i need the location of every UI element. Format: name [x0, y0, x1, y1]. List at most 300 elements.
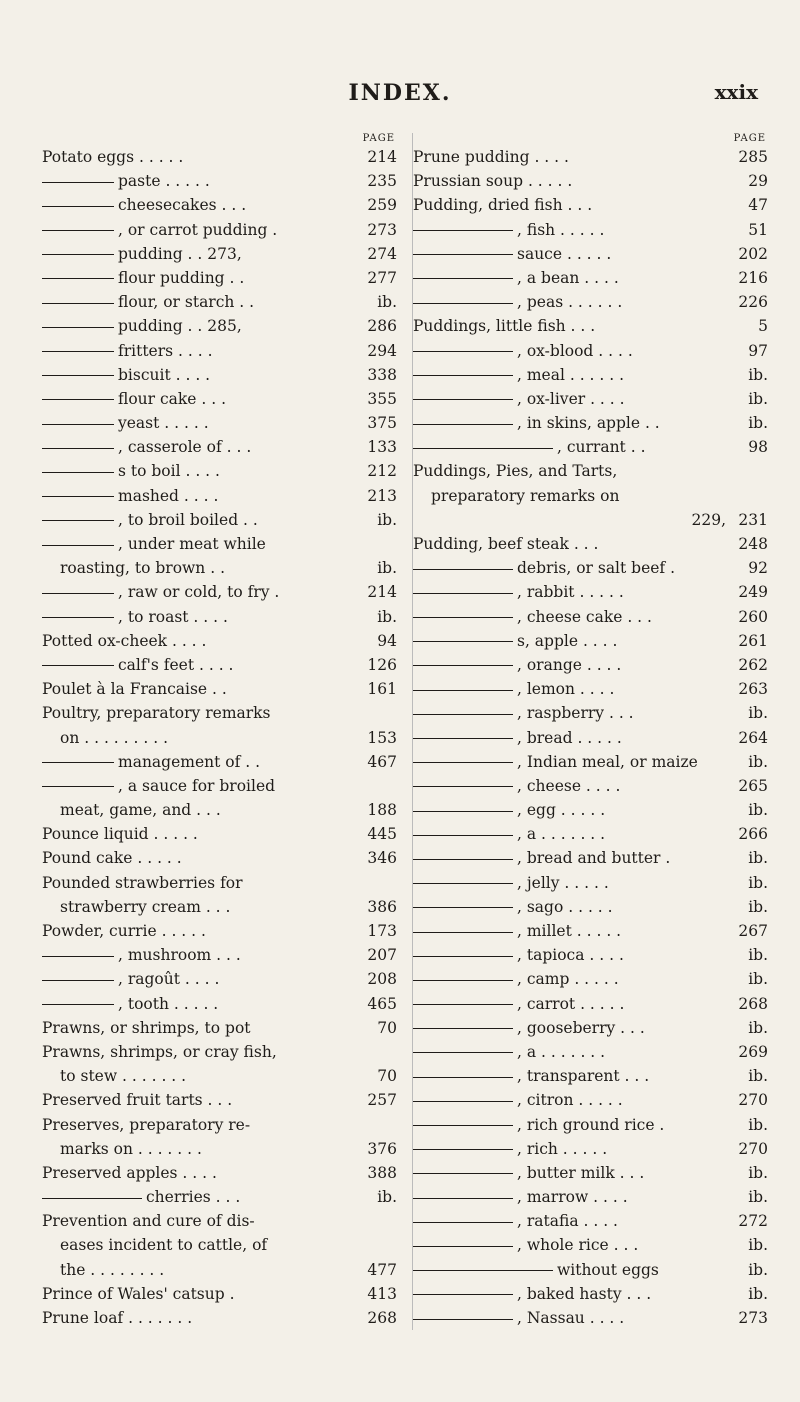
entry-text: , tapioca . . . . — [517, 946, 624, 965]
entry-page: 338 — [367, 365, 397, 384]
entry-text: , mushroom . . . — [118, 946, 241, 965]
entry-text: Preserved fruit tarts . . . — [42, 1091, 233, 1110]
entry-text: Preserves, preparatory re- — [42, 1115, 251, 1134]
index-entry — [42, 1064, 397, 1088]
entry-text: Pudding, dried fish . . . — [413, 196, 593, 215]
entry-text: , raspberry . . . — [517, 704, 634, 723]
entry-page: ib. — [748, 752, 768, 771]
index-entry — [42, 774, 397, 798]
index-entry — [413, 1282, 768, 1306]
ditto-dash — [42, 520, 114, 521]
index-entry — [413, 846, 768, 870]
index-entry — [42, 677, 397, 701]
ditto-dash — [413, 883, 513, 884]
ditto-dash — [42, 980, 114, 981]
entry-page: 376 — [367, 1139, 397, 1158]
index-entry — [413, 532, 768, 556]
ditto-dash — [413, 569, 513, 570]
entry-text: , a sauce for broiled — [118, 776, 276, 795]
ditto-dash — [413, 230, 513, 231]
ditto-dash — [413, 1294, 513, 1295]
entry-text: , a bean . . . . — [517, 268, 619, 287]
index-entry — [42, 484, 397, 508]
ditto-dash — [413, 956, 513, 957]
entry-page: 216 — [738, 268, 768, 287]
entry-text: Prune pudding . . . . — [413, 148, 569, 166]
entry-page: ib. — [748, 1236, 768, 1255]
index-entry — [413, 629, 768, 653]
entry-page: 70 — [377, 1067, 397, 1086]
entry-text: Prince of Wales' catsup . — [42, 1284, 235, 1303]
ditto-dash — [42, 399, 114, 400]
entry-text: Poulet à la Francaise . . — [42, 680, 227, 699]
entry-page: 268 — [367, 1309, 397, 1327]
ditto-dash — [413, 1246, 513, 1247]
entry-page: ib. — [748, 873, 768, 892]
ditto-dash — [413, 907, 513, 908]
index-entry — [413, 919, 768, 943]
entry-page: 277 — [367, 268, 397, 287]
ditto-dash — [413, 859, 513, 860]
index-entry — [42, 653, 397, 677]
index-entry — [42, 532, 397, 556]
entry-text: yeast . . . . . — [118, 414, 209, 433]
entry-page: 70 — [377, 1018, 397, 1037]
ditto-dash — [413, 1004, 513, 1005]
entry-text: , raw or cold, to fry . — [118, 583, 280, 602]
entry-text: Prussian soup . . . . . — [413, 172, 573, 191]
index-entry — [413, 1113, 768, 1137]
ditto-dash — [413, 835, 513, 836]
entry-text: marks on . . . . . . . — [60, 1139, 202, 1158]
entry-page: ib. — [748, 897, 768, 916]
index-column-right — [412, 133, 768, 1330]
entry-text: biscuit . . . . — [118, 365, 211, 384]
ditto-dash — [413, 1198, 513, 1199]
entry-text: Powder, currie . . . . . — [42, 922, 206, 940]
entry-text: eases incident to cattle, of — [60, 1236, 268, 1255]
entry-text: , ox-blood . . . . — [517, 341, 633, 360]
entry-page: 161 — [367, 680, 397, 699]
index-entry — [42, 145, 397, 169]
ditto-dash — [413, 690, 513, 691]
ditto-dash — [413, 593, 513, 594]
entry-page: 388 — [367, 1163, 397, 1182]
entry-text: , ratafia . . . . — [517, 1212, 618, 1231]
index-entry — [42, 411, 397, 435]
index-entry — [42, 1161, 397, 1185]
entry-text: , baked hasty . . . — [517, 1284, 652, 1303]
ditto-dash — [42, 230, 114, 231]
entry-text: , citron . . . . . — [517, 1091, 623, 1110]
entry-page: 260 — [738, 607, 768, 626]
index-entry — [413, 145, 768, 169]
index-entry — [413, 605, 768, 629]
entry-page: 355 — [367, 389, 397, 408]
entry-page: 94 — [377, 631, 397, 650]
entry-page: 272 — [738, 1212, 768, 1231]
index-entry — [42, 1040, 397, 1064]
index-entry — [42, 266, 397, 290]
entry-text: , millet . . . . . — [517, 922, 622, 940]
index-entry — [42, 750, 397, 774]
ditto-dash — [413, 448, 553, 449]
entry-text: to stew . . . . . . . — [60, 1067, 187, 1086]
index-entry — [413, 1306, 768, 1330]
index-entry — [413, 871, 768, 895]
entry-page: ib. — [748, 801, 768, 820]
entry-text: paste . . . . . — [118, 172, 210, 191]
index-entry — [413, 1233, 768, 1257]
index-entry — [413, 774, 768, 798]
entry-text: , sago . . . . . — [517, 897, 613, 916]
entry-text: sauce . . . . . — [517, 244, 612, 263]
entry-text: , ox-liver . . . . — [517, 389, 625, 408]
entry-page: 257 — [367, 1091, 397, 1110]
ditto-dash — [413, 375, 513, 376]
entry-page: ib. — [377, 559, 397, 578]
entry-text: s to boil . . . . — [118, 462, 220, 481]
index-entry — [42, 218, 397, 242]
entry-page: 235 — [367, 172, 397, 191]
index-entry — [42, 339, 397, 363]
index-entry — [413, 992, 768, 1016]
entry-page: 269 — [738, 1042, 768, 1061]
entry-page: 413 — [367, 1284, 397, 1303]
entry-text: , meal . . . . . . — [517, 365, 625, 384]
entry-page: 445 — [367, 825, 397, 844]
entry-text: , rich ground rice . — [517, 1115, 665, 1134]
entry-text: , carrot . . . . . — [517, 994, 625, 1013]
index-entry — [413, 967, 768, 991]
entry-text: , casserole of . . . — [118, 438, 252, 457]
entry-text: , tooth . . . . . — [118, 994, 219, 1013]
index-entry — [413, 193, 768, 217]
entry-text: , gooseberry . . . — [517, 1018, 645, 1037]
entry-page: 188 — [367, 801, 397, 820]
ditto-dash — [413, 1270, 553, 1271]
entry-text: , cheese cake . . . — [517, 607, 652, 626]
entry-text: , to broil boiled . . — [118, 510, 258, 529]
entry-page: 265 — [738, 776, 768, 795]
ditto-dash — [413, 1052, 513, 1053]
index-entry — [413, 1064, 768, 1088]
entry-page: 29 — [748, 172, 768, 191]
entry-page: 270 — [738, 1139, 768, 1158]
entry-page: 51 — [748, 220, 768, 239]
ditto-dash — [42, 424, 114, 425]
ditto-dash — [42, 762, 114, 763]
index-entry — [42, 169, 397, 193]
ditto-dash — [413, 351, 513, 352]
index-entry — [42, 556, 397, 580]
ditto-dash — [413, 932, 513, 933]
ditto-dash — [413, 424, 513, 425]
index-entry — [42, 701, 397, 725]
entry-page: 273 — [738, 1309, 768, 1327]
ditto-dash — [42, 593, 114, 594]
index-entry — [413, 242, 768, 266]
entry-page: ib. — [377, 510, 397, 529]
entry-page: 126 — [367, 655, 397, 674]
entry-text: , or carrot pudding . — [118, 220, 278, 239]
entry-text: strawberry cream . . . — [60, 897, 231, 916]
entry-page: ib. — [748, 1067, 768, 1086]
page-header — [0, 80, 800, 120]
index-entry — [413, 411, 768, 435]
index-entry — [413, 677, 768, 701]
entry-text: s, apple . . . . — [517, 631, 618, 650]
index-entry — [413, 290, 768, 314]
entry-page: 262 — [738, 655, 768, 674]
entry-text: Pounded strawberries for — [42, 873, 243, 892]
entry-text: Potato eggs . . . . . — [42, 148, 184, 166]
index-entry — [413, 943, 768, 967]
entry-page: 467 — [367, 752, 397, 771]
ditto-dash — [42, 254, 114, 255]
index-entry — [42, 459, 397, 483]
index-entry — [42, 822, 397, 846]
index-entry — [413, 169, 768, 193]
entry-text: the . . . . . . . . — [60, 1260, 165, 1279]
entry-page: 47 — [748, 196, 768, 215]
entry-text: , currant . . — [557, 438, 646, 457]
ditto-dash — [42, 375, 114, 376]
page-number: xxix — [714, 80, 758, 104]
index-entry — [42, 1016, 397, 1040]
index-entry — [42, 967, 397, 991]
ditto-dash — [413, 641, 513, 642]
entry-page: 153 — [367, 728, 397, 747]
entry-text: Puddings, little fish . . . — [413, 317, 596, 336]
entry-page: 285 — [738, 148, 768, 166]
ditto-dash — [413, 1101, 513, 1102]
ditto-dash — [42, 327, 114, 328]
index-entry — [42, 1306, 397, 1330]
page-title: INDEX. — [348, 80, 452, 106]
index-entry — [413, 580, 768, 604]
entry-text: calf's feet . . . . — [118, 655, 234, 674]
entry-text: , a . . . . . . . — [517, 825, 606, 844]
index-entry — [413, 1016, 768, 1040]
entry-page: 97 — [748, 341, 768, 360]
index-entry — [42, 895, 397, 919]
entry-text: , in skins, apple . . — [517, 414, 660, 433]
index-entry — [42, 363, 397, 387]
entry-text: , a . . . . . . . — [517, 1042, 606, 1061]
entry-page: ib. — [748, 704, 768, 723]
index-entry — [42, 1233, 397, 1257]
ditto-dash — [42, 448, 114, 449]
entry-page: ib. — [748, 1260, 768, 1279]
entry-text: flour, or starch . . — [118, 293, 255, 312]
entry-page: 270 — [738, 1091, 768, 1110]
index-entry — [42, 629, 397, 653]
entry-page: 286 — [367, 317, 397, 336]
ditto-dash — [413, 714, 513, 715]
ditto-dash — [413, 1149, 513, 1150]
ditto-dash — [413, 278, 513, 279]
entry-page: 274 — [367, 244, 397, 263]
entry-page: 202 — [738, 244, 768, 263]
index-entry — [42, 314, 397, 338]
index-entry — [42, 943, 397, 967]
index-entry — [42, 992, 397, 1016]
page-column-heading: PAGE — [733, 133, 766, 144]
entry-text: Prawns, shrimps, or cray fish, — [42, 1042, 277, 1061]
index-entry — [42, 242, 397, 266]
entry-text: roasting, to brown . . — [60, 559, 225, 578]
entry-page: ib. — [748, 849, 768, 868]
entry-text: Potted ox-cheek . . . . — [42, 631, 207, 650]
entry-text: pudding . . 285, — [118, 317, 242, 336]
index-entry — [413, 266, 768, 290]
entry-page: 92 — [748, 559, 768, 578]
entry-text: , transparent . . . — [517, 1067, 650, 1086]
entry-page: 375 — [367, 414, 397, 433]
ditto-dash — [42, 206, 114, 207]
ditto-dash — [42, 545, 114, 546]
entry-text: , cheese . . . . — [517, 776, 621, 795]
index-entry — [413, 508, 768, 532]
ditto-dash — [413, 1077, 513, 1078]
ditto-dash — [413, 665, 513, 666]
entry-text: Prune loaf . . . . . . . — [42, 1309, 193, 1327]
entry-page: 261 — [738, 631, 768, 650]
ditto-dash — [413, 786, 513, 787]
entry-page: 212 — [367, 462, 397, 481]
entry-page: 267 — [738, 922, 768, 940]
entry-page: 5 — [758, 317, 768, 336]
entry-page: 231 — [738, 510, 768, 529]
ditto-dash — [413, 1222, 513, 1223]
index-entry — [413, 339, 768, 363]
index-entry — [413, 1161, 768, 1185]
ditto-dash — [413, 303, 513, 304]
index-entry — [413, 556, 768, 580]
entry-page: 273 — [367, 220, 397, 239]
index-entry — [42, 846, 397, 870]
index-entry — [413, 363, 768, 387]
entry-text: , bread . . . . . — [517, 728, 622, 747]
entry-page: 133 — [367, 438, 397, 457]
entry-page: ib. — [377, 1188, 397, 1207]
entry-text: preparatory remarks on — [431, 486, 620, 505]
entry-text: , Nassau . . . . — [517, 1309, 625, 1327]
index-entry — [413, 314, 768, 338]
entry-page: ib. — [748, 1115, 768, 1134]
ditto-dash — [42, 351, 114, 352]
entry-page: 173 — [367, 922, 397, 940]
index-entry — [42, 387, 397, 411]
entry-text: debris, or salt beef . — [517, 559, 676, 578]
entry-text: , to roast . . . . — [118, 607, 228, 626]
index-entry — [413, 1209, 768, 1233]
index-column-left — [42, 133, 397, 1330]
ditto-dash — [42, 472, 114, 473]
entry-page: 213 — [367, 486, 397, 505]
index-entry — [42, 798, 397, 822]
index-entry — [42, 871, 397, 895]
entry-text: , rich . . . . . — [517, 1139, 608, 1158]
entry-text: Poultry, preparatory remarks — [42, 704, 271, 723]
entry-text: flour cake . . . — [118, 389, 227, 408]
ditto-dash — [413, 1173, 513, 1174]
ditto-dash — [413, 1028, 513, 1029]
entry-text: cherries . . . — [146, 1188, 241, 1207]
entry-text: , fish . . . . . — [517, 220, 605, 239]
ditto-dash — [42, 278, 114, 279]
entry-page: 386 — [367, 897, 397, 916]
entry-text: management of . . — [118, 752, 261, 771]
entry-page: ib. — [748, 970, 768, 989]
entry-text: Pound cake . . . . . — [42, 849, 182, 868]
index-entry — [42, 605, 397, 629]
entry-text: fritters . . . . — [118, 341, 213, 360]
entry-page: ib. — [748, 1284, 768, 1303]
ditto-dash — [42, 496, 114, 497]
entry-page: 207 — [367, 946, 397, 965]
entry-text: , Indian meal, or maize — [517, 752, 698, 771]
index-entry — [42, 1137, 397, 1161]
entry-text: without eggs — [557, 1260, 659, 1279]
entry-page: 465 — [367, 994, 397, 1013]
index-entry — [413, 895, 768, 919]
entry-page: 249 — [738, 583, 768, 602]
index-entry — [42, 919, 397, 943]
index-entry — [413, 1258, 768, 1282]
entry-text: Preserved apples . . . . — [42, 1163, 217, 1182]
entry-page: 259 — [367, 196, 397, 215]
index-entry — [42, 580, 397, 604]
index-entry — [413, 484, 768, 508]
ditto-dash — [413, 762, 513, 763]
entry-text: , egg . . . . . — [517, 801, 606, 820]
ditto-dash — [42, 1004, 114, 1005]
entry-page: 268 — [738, 994, 768, 1013]
entry-text: , camp . . . . . — [517, 970, 619, 989]
entry-text: Prevention and cure of dis- — [42, 1212, 255, 1231]
entry-text: cheesecakes . . . — [118, 196, 247, 215]
entry-page: ib. — [748, 365, 768, 384]
index-entry — [413, 1137, 768, 1161]
index-entry — [413, 750, 768, 774]
entry-text: , orange . . . . — [517, 655, 622, 674]
index-entry — [413, 387, 768, 411]
ditto-dash — [42, 665, 114, 666]
page-column-heading: PAGE — [362, 133, 395, 144]
entry-text: on . . . . . . . . . — [60, 728, 169, 747]
entry-text: Prawns, or shrimps, to pot — [42, 1018, 251, 1037]
ditto-dash — [413, 980, 513, 981]
entry-text: pudding . . 273, — [118, 244, 242, 263]
ditto-dash — [42, 617, 114, 618]
entry-page: ib. — [748, 1188, 768, 1207]
index-entry — [42, 508, 397, 532]
ditto-dash — [42, 786, 114, 787]
entry-page: 214 — [367, 583, 397, 602]
entry-page: ib. — [748, 1018, 768, 1037]
index-entry — [42, 1088, 397, 1112]
entry-page: 263 — [738, 680, 768, 699]
index-entry — [413, 435, 768, 459]
index-entry — [42, 435, 397, 459]
entry-text: , rabbit . . . . . — [517, 583, 624, 602]
entry-page: 346 — [367, 849, 397, 868]
index-entry — [413, 653, 768, 677]
entry-page: 266 — [738, 825, 768, 844]
entry-page: 264 — [738, 728, 768, 747]
